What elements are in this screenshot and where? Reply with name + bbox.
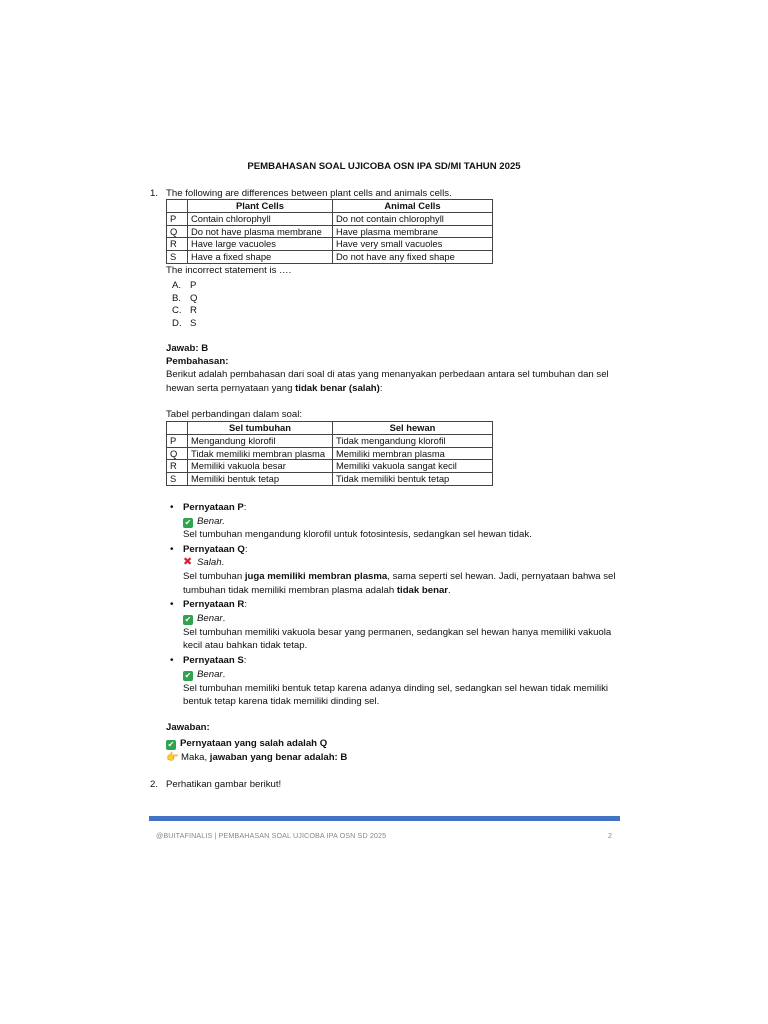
verdict-dot: . (221, 557, 225, 568)
table-cell: Tidak memiliki bentuk tetap (333, 473, 493, 486)
verdict-text: Benar (197, 669, 223, 680)
table-row (167, 473, 493, 486)
table-caption: Tabel perbandingan dalam soal: (166, 409, 303, 420)
check-icon: ✔ (184, 518, 192, 527)
text-emphasis: tidak benar (396, 585, 449, 596)
text-part: tumbuhan tidak memiliki membran plasma adalah (183, 585, 397, 596)
table-row (167, 225, 493, 238)
table-cell: Q (167, 447, 188, 460)
table-header: Animal Cells (333, 200, 493, 213)
verdict-text: Benar (197, 613, 223, 624)
statement-r-text-2: kecil atau bahkan tidak tetap. (183, 640, 308, 651)
page-title: PEMBAHASAN SOAL UJICOBA OSN IPA SD/MI TAHUN 2025 (247, 161, 521, 172)
intro-emphasis: tidak benar (salah) (295, 383, 380, 394)
table-cell: Tidak mengandung klorofil (333, 434, 493, 447)
option-letter: D. (172, 318, 182, 329)
intro-line-2 (166, 382, 383, 395)
statement-label: Pernyataan S (183, 655, 244, 666)
option-text: R (190, 305, 197, 316)
table-cell: Have large vacuoles (188, 238, 333, 251)
text-part: Sel tumbuhan (183, 571, 245, 582)
discussion-heading: Pembahasan: (166, 356, 229, 367)
question-prompt: The incorrect statement is …. (166, 265, 292, 276)
statement-q-label (183, 543, 248, 556)
table-cell: Memiliki vakuola besar (188, 460, 333, 473)
table-header (167, 200, 188, 213)
option-a (172, 279, 196, 292)
table-header (167, 422, 188, 435)
statement-r-label (183, 598, 247, 611)
final-text: Maka, (181, 752, 210, 763)
answer-label: Jawab: B (166, 343, 209, 354)
table-cell: R (167, 238, 188, 251)
question-text: The following are differences between plant cells and animals cells. (166, 188, 452, 199)
table-cell: Do not contain chlorophyll (333, 212, 493, 225)
plant-animal-table (166, 199, 493, 264)
table-cell: Have plasma membrane (333, 225, 493, 238)
table-cell: Mengandung klorofil (188, 434, 333, 447)
table-row (167, 460, 493, 473)
verdict-dot: . (222, 613, 226, 624)
table-row (167, 251, 493, 264)
bullet-icon: • (170, 502, 174, 513)
table-cell: Q (167, 225, 188, 238)
option-c (172, 304, 197, 317)
final-text: Pernyataan yang salah adalah Q (180, 738, 328, 749)
statement-colon: : (243, 502, 247, 513)
option-text: P (190, 280, 197, 291)
option-d (172, 317, 196, 330)
statement-s-verdict (183, 668, 225, 681)
statement-r-text-1: Sel tumbuhan memiliki vakuola besar yang permanen, sedangkan sel hewan hanya memiliki vakuola (183, 627, 612, 638)
table-cell: Tidak memiliki membran plasma (188, 447, 333, 460)
table-row (167, 434, 493, 447)
verdict-dot: . (222, 669, 226, 680)
check-icon: ✔ (167, 740, 175, 749)
question-text: Perhatikan gambar berikut! (166, 779, 282, 790)
statement-q-verdict (183, 556, 224, 569)
statement-colon: : (243, 655, 247, 666)
intro-text: hewan serta pernyataan yang (166, 383, 296, 394)
comparison-table (166, 421, 493, 486)
pointing-hand-icon: 👉 (166, 752, 179, 763)
verdict-text: Benar. (197, 516, 225, 527)
table-cell: Memiliki membran plasma (333, 447, 493, 460)
question-number: 2. (150, 779, 159, 790)
intro-line-1: Berikut adalah pembahasan dari soal di atas yang menanyakan perbedaan antara sel tumbuhan dan sel (166, 369, 609, 380)
table-cell: Do not have plasma membrane (188, 225, 333, 238)
text-part: . (448, 585, 451, 596)
intro-colon: : (379, 383, 383, 394)
table-cell: R (167, 460, 188, 473)
table-row (167, 447, 493, 460)
cross-icon: ✖ (183, 556, 193, 568)
statement-q-text-1 (183, 570, 616, 583)
option-text: S (190, 318, 197, 329)
table-cell: S (167, 251, 188, 264)
text-part: , sama seperti sel hewan. Jadi, pernyataan bahwa sel (387, 571, 616, 582)
table-cell: P (167, 434, 188, 447)
page-number: 2 (608, 831, 612, 840)
option-letter: B. (172, 293, 182, 304)
question-number: 1. (150, 188, 159, 199)
statement-label: Pernyataan P (183, 502, 244, 513)
bullet-icon: • (170, 544, 174, 555)
bullet-icon: • (170, 599, 174, 610)
statement-r-verdict (183, 612, 225, 625)
statement-q-text-2 (183, 584, 451, 597)
statement-p-text: Sel tumbuhan mengandung klorofil untuk fotosintesis, sedangkan sel hewan tidak. (183, 529, 532, 540)
table-row (167, 212, 493, 225)
footer-bar (149, 816, 620, 821)
table-cell: Memiliki bentuk tetap (188, 473, 333, 486)
check-icon: ✔ (184, 615, 192, 624)
statement-colon: : (244, 544, 248, 555)
statement-s-text-1: Sel tumbuhan memiliki bentuk tetap karena adanya dinding sel, sedangkan sel hewan tidak memiliki (183, 683, 609, 694)
bullet-icon: • (170, 655, 174, 666)
option-text: Q (190, 293, 198, 304)
table-header: Sel hewan (333, 422, 493, 435)
table-cell: P (167, 212, 188, 225)
final-answer (166, 751, 347, 764)
statement-s-label (183, 654, 246, 667)
table-cell: Have a fixed shape (188, 251, 333, 264)
table-header: Plant Cells (188, 200, 333, 213)
table-cell: Contain chlorophyll (188, 212, 333, 225)
statement-p-verdict (183, 515, 225, 528)
table-cell: Have very small vacuoles (333, 238, 493, 251)
table-cell: S (167, 473, 188, 486)
verdict-text: Salah (197, 557, 222, 568)
statement-s-text-2: bentuk tetap karena tidak memiliki dinding sel. (183, 696, 380, 707)
statement-p-label (183, 501, 246, 514)
final-emphasis: jawaban yang benar adalah: B (209, 752, 348, 763)
final-heading: Jawaban: (166, 722, 210, 733)
statement-label: Pernyataan Q (183, 544, 245, 555)
table-cell: Memiliki vakuola sangat kecil (333, 460, 493, 473)
text-emphasis: juga memiliki membran plasma (244, 571, 388, 582)
option-letter: C. (172, 305, 182, 316)
option-letter: A. (172, 280, 182, 291)
footer-text: @BUITAFINALIS | PEMBAHASAN SOAL UJICOBA IPA OSN SD 2025 (156, 831, 387, 840)
statement-label: Pernyataan R (183, 599, 245, 610)
table-header: Sel tumbuhan (188, 422, 333, 435)
table-row (167, 238, 493, 251)
table-cell: Do not have any fixed shape (333, 251, 493, 264)
final-statement (166, 737, 327, 750)
check-icon: ✔ (184, 671, 192, 680)
statement-colon: : (244, 599, 247, 610)
